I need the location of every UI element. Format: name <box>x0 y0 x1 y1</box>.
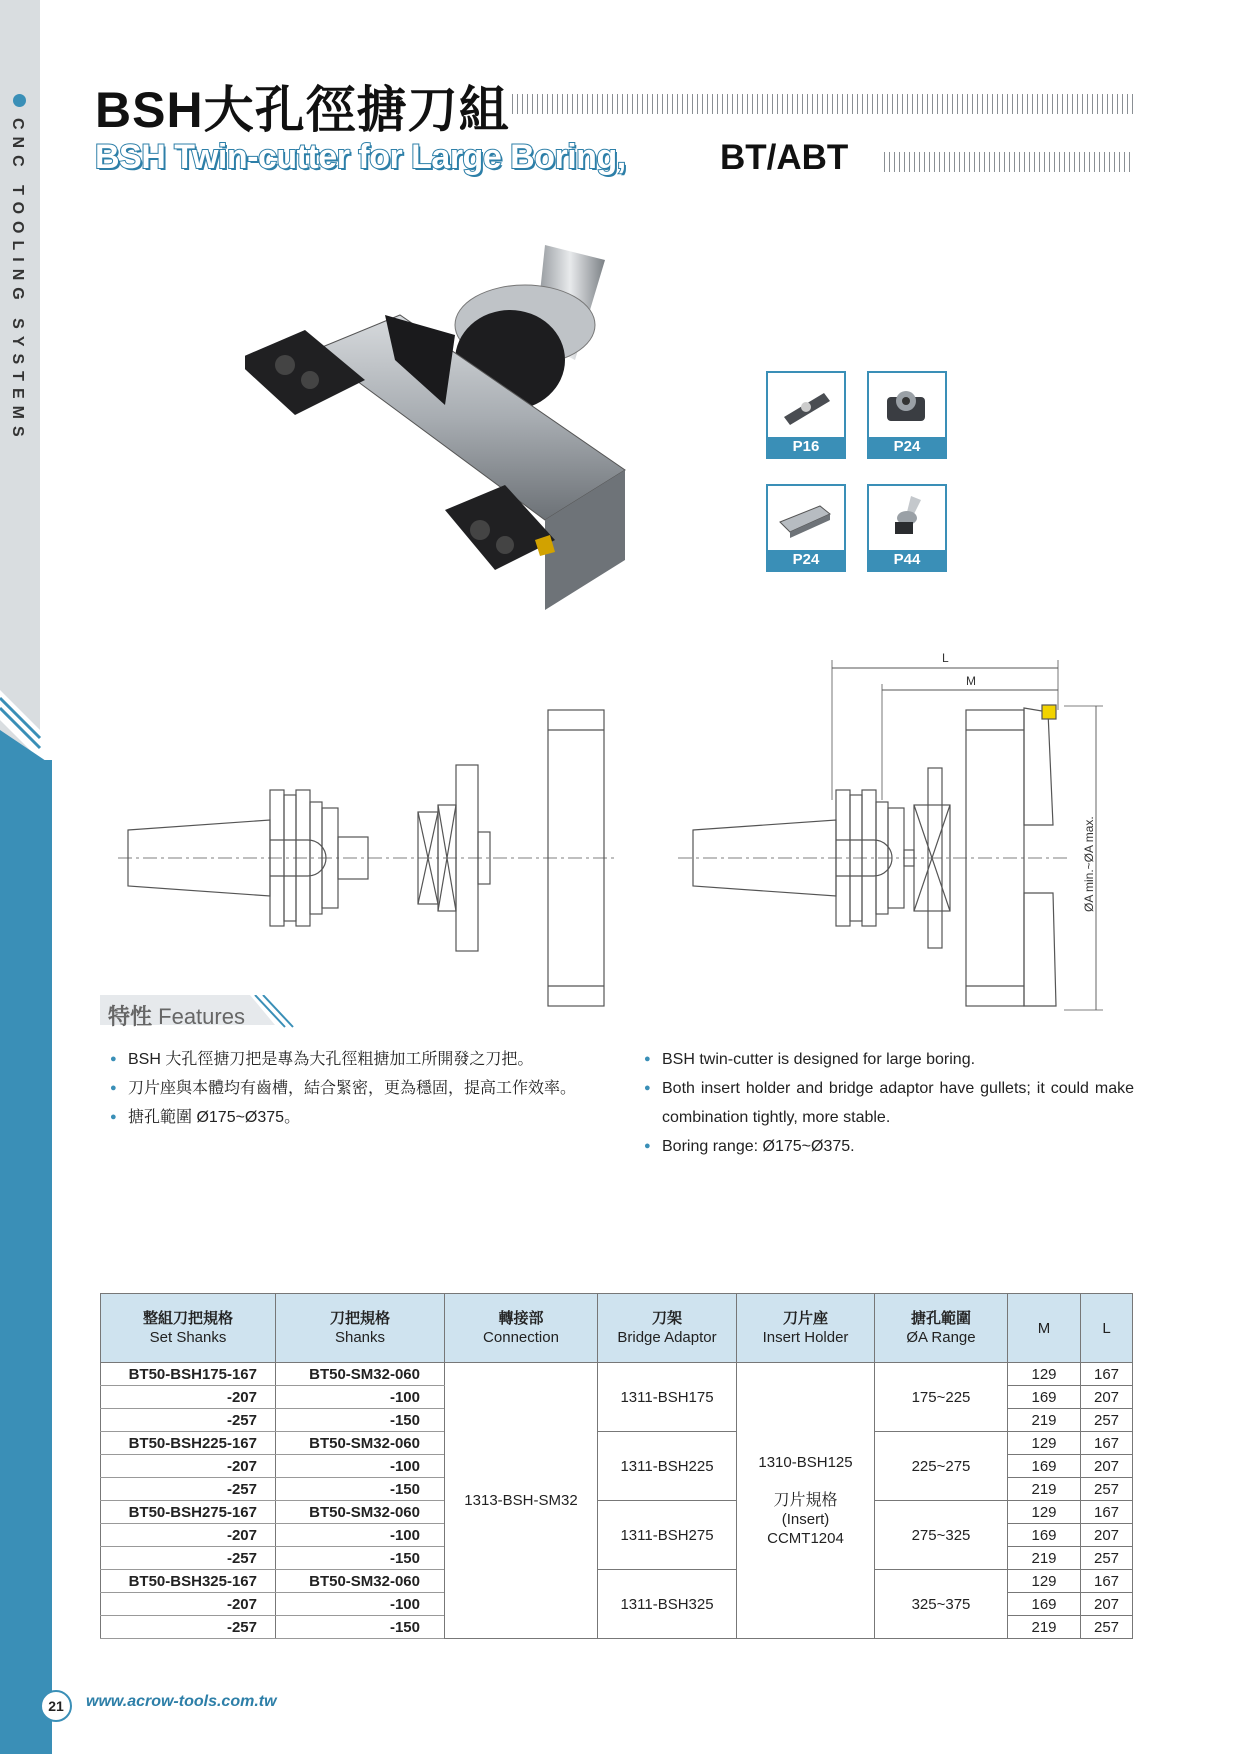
cell-shank: BT50-SM32-060 <box>276 1570 445 1593</box>
cell-l: 257 <box>1081 1478 1133 1501</box>
thumbnail-label: P24 <box>869 437 945 457</box>
shank-icon <box>877 492 935 542</box>
feature-item: ● Both insert holder and bridge adaptor have gullets; it could make combination tightly, more stable. <box>644 1074 1134 1132</box>
cell-shank: -150 <box>276 1409 445 1432</box>
insert-code: CCMT1204 <box>767 1530 844 1547</box>
cell-shank: -150 <box>276 1547 445 1570</box>
cell-l: 167 <box>1081 1501 1133 1524</box>
cell-l: 257 <box>1081 1547 1133 1570</box>
insert-holder-icon <box>776 379 834 429</box>
cell-shank: BT50-SM32-060 <box>276 1501 445 1524</box>
cell-shank: -100 <box>276 1455 445 1478</box>
cell-range: 275~325 <box>875 1501 1008 1570</box>
cell-set: BT50-BSH275-167 <box>101 1501 276 1524</box>
thumbnail-p24-b <box>766 484 846 572</box>
insert-label-en: (Insert) <box>781 1511 830 1528</box>
title-hatch <box>512 94 1134 114</box>
thumbnail-label: P24 <box>768 550 844 570</box>
page-number: 21 <box>40 1690 72 1722</box>
thumbnail-p44 <box>867 484 947 572</box>
cell-bridge: 1311-BSH175 <box>598 1363 737 1432</box>
cell-range: 325~375 <box>875 1570 1008 1639</box>
feature-item: ● BSH twin-cutter is designed for large boring. <box>644 1045 1134 1074</box>
cell-bridge: 1311-BSH325 <box>598 1570 737 1639</box>
cell-bridge: 1311-BSH225 <box>598 1432 737 1501</box>
cell-m: 169 <box>1008 1386 1081 1409</box>
cell-l: 207 <box>1081 1386 1133 1409</box>
dimension-m-label: M <box>966 674 976 688</box>
feature-item: ● 搪孔範圍 Ø175~Ø375。 <box>110 1103 630 1132</box>
cell-set: BT50-BSH325-167 <box>101 1570 276 1593</box>
cell-insert-holder <box>737 1363 875 1639</box>
page-subtitle-suffix: BT/ABT <box>720 138 849 177</box>
cell-m: 219 <box>1008 1547 1081 1570</box>
features-title <box>108 1000 245 1031</box>
cell-shank: -150 <box>276 1616 445 1639</box>
cell-m: 169 <box>1008 1524 1081 1547</box>
cell-connection: 1313-BSH-SM32 <box>445 1363 598 1639</box>
cell-bridge: 1311-BSH275 <box>598 1501 737 1570</box>
cell-m: 129 <box>1008 1432 1081 1455</box>
insert-label-zh: 刀片規格 <box>773 1492 838 1509</box>
cell-m: 219 <box>1008 1409 1081 1432</box>
col-m: M <box>1008 1294 1081 1363</box>
sidebar-label: CNC TOOLING SYSTEMS <box>9 118 26 444</box>
table-row <box>101 1501 1133 1524</box>
feature-item: ● 刀片座與本體均有齒槽，結合緊密，更為穩固，提高工作效率。 <box>110 1074 630 1103</box>
feature-item: ● BSH 大孔徑搪刀把是專為大孔徑粗搪加工所開發之刀把。 <box>110 1045 630 1074</box>
cell-l: 207 <box>1081 1593 1133 1616</box>
cell-set: -207 <box>101 1524 276 1547</box>
col-bridge-adaptor: 刀架 Bridge Adaptor <box>598 1294 737 1363</box>
spec-table <box>100 1293 1133 1639</box>
cell-set: -207 <box>101 1455 276 1478</box>
cell-set: -257 <box>101 1409 276 1432</box>
cell-l: 167 <box>1081 1363 1133 1386</box>
cell-set: -257 <box>101 1616 276 1639</box>
col-l: L <box>1081 1294 1133 1363</box>
technical-drawing <box>118 650 1138 1020</box>
cell-m: 129 <box>1008 1363 1081 1386</box>
table-header-row <box>101 1294 1133 1363</box>
cell-set: BT50-BSH225-167 <box>101 1432 276 1455</box>
cell-shank: -100 <box>276 1593 445 1616</box>
cell-l: 257 <box>1081 1616 1133 1639</box>
product-image <box>245 240 685 640</box>
cell-m: 129 <box>1008 1501 1081 1524</box>
cell-m: 219 <box>1008 1478 1081 1501</box>
cell-m: 219 <box>1008 1616 1081 1639</box>
cell-shank: BT50-SM32-060 <box>276 1363 445 1386</box>
dimension-range-label: ØA min.~ØA max. <box>1082 816 1096 912</box>
cell-m: 169 <box>1008 1593 1081 1616</box>
col-insert-holder: 刀片座 Insert Holder <box>737 1294 875 1363</box>
thumbnail-label: P44 <box>869 550 945 570</box>
cell-range: 225~275 <box>875 1432 1008 1501</box>
cell-l: 207 <box>1081 1524 1133 1547</box>
bridge-nut-icon <box>877 379 935 429</box>
cell-set: -207 <box>101 1593 276 1616</box>
cell-l: 167 <box>1081 1432 1133 1455</box>
cell-set: BT50-BSH175-167 <box>101 1363 276 1386</box>
col-shanks: 刀把規格 Shanks <box>276 1294 445 1363</box>
cell-l: 257 <box>1081 1409 1133 1432</box>
cell-set: -207 <box>101 1386 276 1409</box>
cell-shank: -100 <box>276 1524 445 1547</box>
sidebar-blue-band <box>0 760 52 1754</box>
col-set-shanks: 整組刀把規格 Set Shanks <box>101 1294 276 1363</box>
dimension-l-label: L <box>942 651 949 665</box>
features-title-zh: 特性 <box>108 1004 153 1029</box>
cell-m: 129 <box>1008 1570 1081 1593</box>
cell-shank: -100 <box>276 1386 445 1409</box>
page-subtitle: BSH Twin-cutter for Large Boring, <box>95 138 626 176</box>
thumbnail-p16 <box>766 371 846 459</box>
cell-shank: -150 <box>276 1478 445 1501</box>
cell-m: 169 <box>1008 1455 1081 1478</box>
features-list-en <box>644 1045 1134 1161</box>
feature-item: ● Boring range: Ø175~Ø375. <box>644 1132 1134 1161</box>
table-row <box>101 1570 1133 1593</box>
bridge-bar-icon <box>776 492 834 542</box>
col-range: 搪孔範圍 ØA Range <box>875 1294 1008 1363</box>
thumbnail-label: P16 <box>768 437 844 457</box>
website-link[interactable]: www.acrow-tools.com.tw <box>86 1693 277 1710</box>
subtitle-hatch <box>884 152 1134 172</box>
cell-set: -257 <box>101 1547 276 1570</box>
cell-set: -257 <box>101 1478 276 1501</box>
cell-shank: BT50-SM32-060 <box>276 1432 445 1455</box>
cell-l: 167 <box>1081 1570 1133 1593</box>
features-list-zh <box>110 1045 630 1132</box>
cell-range: 175~225 <box>875 1363 1008 1432</box>
page-title: BSH大孔徑搪刀組 <box>95 82 510 138</box>
col-connection: 轉接部 Connection <box>445 1294 598 1363</box>
insert-holder-code: 1310-BSH125 <box>758 1454 853 1471</box>
features-title-en: Features <box>158 1004 245 1029</box>
table-row <box>101 1363 1133 1386</box>
table-row <box>101 1432 1133 1455</box>
cell-l: 207 <box>1081 1455 1133 1478</box>
sidebar-dot-icon <box>13 94 26 107</box>
thumbnail-p24-a <box>867 371 947 459</box>
